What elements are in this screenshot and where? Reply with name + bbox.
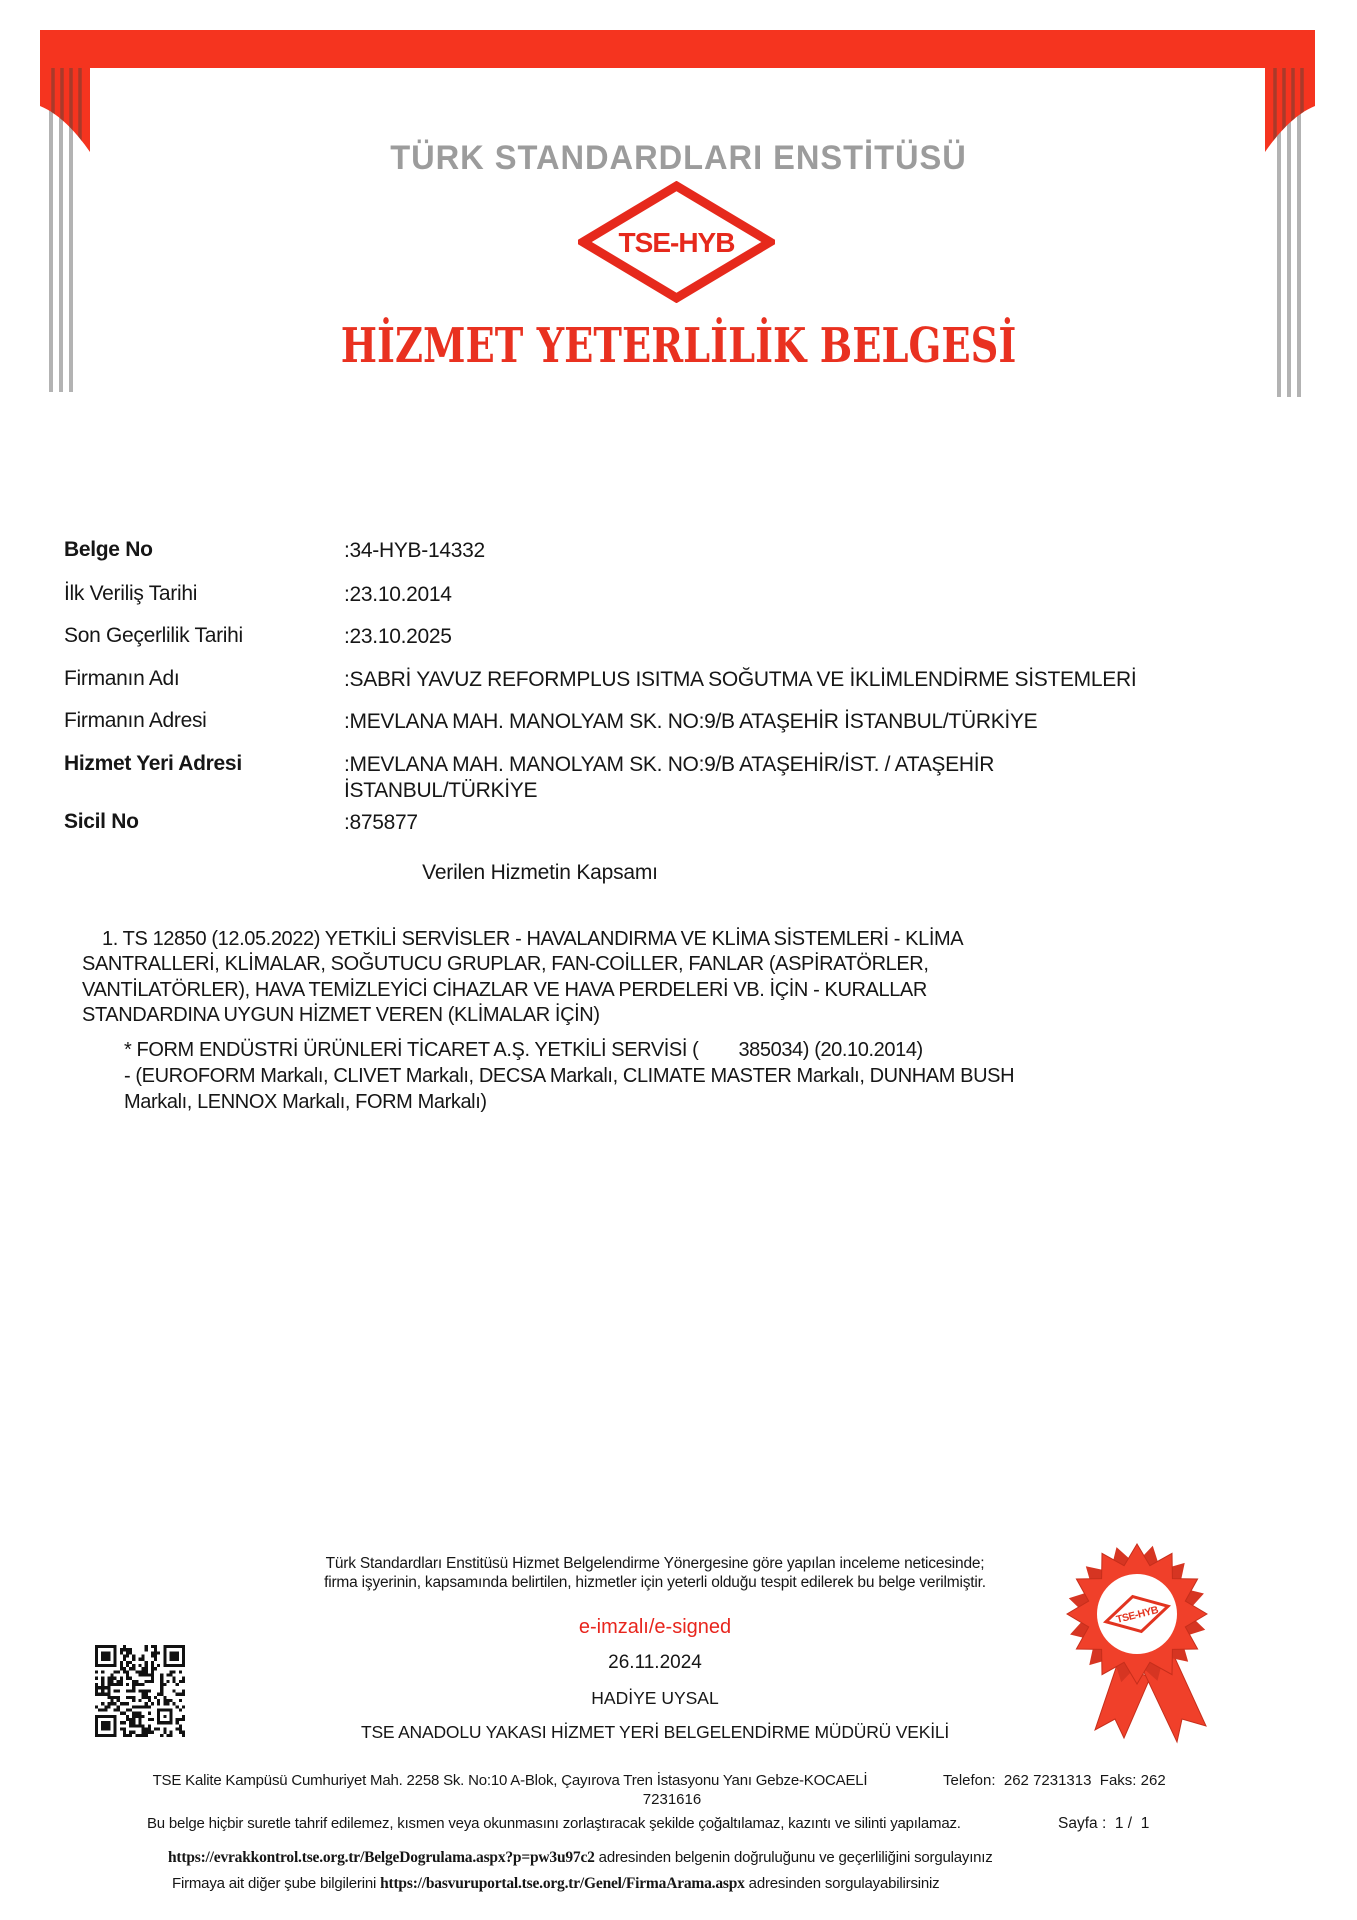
branch-line: [172, 1875, 939, 1893]
statement-line-2: firma işyerinin, kapsamında belirtilen, hizmetler için yeterli olduğu tespit edilerek bu belge verilmiştir.: [324, 1574, 986, 1591]
qr-code: [95, 1645, 185, 1737]
footer-legal-note: Bu belge hiçbir suretle tahrif edilemez, kısmen veya okunmasını zorlaştıracak şekilde çoğaltılamaz, kazıntı ve silinti yapılamaz.: [147, 1815, 961, 1832]
scope-heading: Verilen Hizmetin Kapsamı: [422, 861, 658, 884]
verify-url: https://evrakkontrol.tse.org.tr/BelgeDogrulama.aspx?p=pw3u97c2: [168, 1849, 595, 1866]
footer-phone: Telefon: 262 7231313 Faks: 262: [943, 1772, 1166, 1789]
authorized-service-line: [124, 1037, 1039, 1063]
ribbon-seal-text: TSE-HYB: [1115, 1603, 1160, 1626]
logo-text: TSE-HYB: [618, 227, 735, 258]
field-label: Firmanın Adresi: [64, 709, 207, 732]
field-value: :MEVLANA MAH. MANOLYAM SK. NO:9/B ATAŞEHİR/İST. / ATAŞEHİR İSTANBUL/TÜRKİYE: [344, 753, 995, 802]
branch-url: https://basvuruportal.tse.org.tr/Genel/FirmaArama.aspx: [380, 1875, 745, 1892]
page-number: Sayfa : 1 / 1: [1058, 1815, 1150, 1832]
field-value: :23.10.2014: [344, 583, 452, 606]
institute-name: TÜRK STANDARDLARI ENSTİTÜSÜ: [390, 139, 967, 177]
scope-sub-item: [124, 1037, 1039, 1115]
verify-line: [168, 1849, 993, 1867]
scope-item-1: 1. TS 12850 (12.05.2022) YETKİLİ SERVİSLER - HAVALANDIRMA VE KLİMA SİSTEMLERİ - KLİMA SANTRALLERİ, KLİMALAR, SOĞUTUCU GRUPLAR, FAN-COİLLER, FANLAR (ASPİRATÖRLER, VANTİLATÖRLER), HAVA TEMİZLEYİCİ CİHAZLAR VE HAVA PERDELERİ VB. İÇİN - KURALLAR STANDARDINA UYGUN HİZMET VEREN (KLİMALAR İÇİN): [82, 928, 963, 1027]
field-value: :23.10.2025: [344, 625, 452, 648]
statement-line-1: Türk Standardları Enstitüsü Hizmet Belgelendirme Yönergesine göre yapılan inceleme neticesinde;: [325, 1555, 985, 1572]
field-label: Sicil No: [64, 810, 139, 833]
service-number: 385034) (20.10.2014): [738, 1039, 923, 1061]
authorized-service-text: * FORM ENDÜSTRİ ÜRÜNLERİ TİCARET A.Ş. YETKİLİ SERVİSİ (: [124, 1039, 699, 1061]
signer-name: HADİYE UYSAL: [591, 1688, 719, 1708]
signature-block: [250, 1554, 1060, 1743]
branch-pre: Firmaya ait diğer şube bilgilerini: [172, 1875, 381, 1892]
tse-ribbon-seal-icon: [1058, 1542, 1218, 1747]
signer-role: TSE ANADOLU YAKASI HİZMET YERİ BELGELENDİRME MÜDÜRÜ VEKİLİ: [360, 1722, 950, 1742]
esign-label: e-imzalı/e-signed: [578, 1616, 732, 1638]
field-label: Son Geçerlilik Tarihi: [64, 624, 243, 647]
document-title: HİZMET YETERLİLİK BELGESİ: [340, 318, 1017, 374]
field-value: :875877: [344, 811, 418, 834]
field-label: Hizmet Yeri Adresi: [64, 752, 242, 775]
sign-date: 26.11.2024: [608, 1652, 702, 1673]
verify-rest: adresinden belgenin doğruluğunu ve geçerliliğini sorgulayınız: [594, 1849, 993, 1866]
field-value: :MEVLANA MAH. MANOLYAM SK. NO:9/B ATAŞEHİR İSTANBUL/TÜRKİYE: [344, 710, 1038, 733]
field-value: :34-HYB-14332: [344, 539, 485, 562]
field-label: İlk Veriliş Tarihi: [64, 582, 198, 605]
field-label: Belge No: [64, 538, 153, 561]
footer-phone-wrap: 7231616: [642, 1791, 702, 1808]
field-value: :SABRİ YAVUZ REFORMPLUS ISITMA SOĞUTMA VE İKLİMLENDİRME SİSTEMLERİ: [344, 668, 1137, 691]
branch-rest: adresinden sorgulayabilirsiniz: [744, 1875, 940, 1892]
footer-address: TSE Kalite Kampüsü Cumhuriyet Mah. 2258 Sk. No:10 A-Blok, Çayırova Tren İstasyonu Yanı Gebze-KOCAELİ: [152, 1772, 868, 1789]
brands-line: - (EUROFORM Markalı, CLIVET Markalı, DECSA Markalı, CLIMATE MASTER Markalı, DUNHAM BUSH Markalı, LENNOX Markalı, FORM Markalı): [124, 1065, 1015, 1113]
field-label: Firmanın Adı: [64, 667, 180, 690]
tse-hyb-logo-icon: [578, 181, 775, 303]
